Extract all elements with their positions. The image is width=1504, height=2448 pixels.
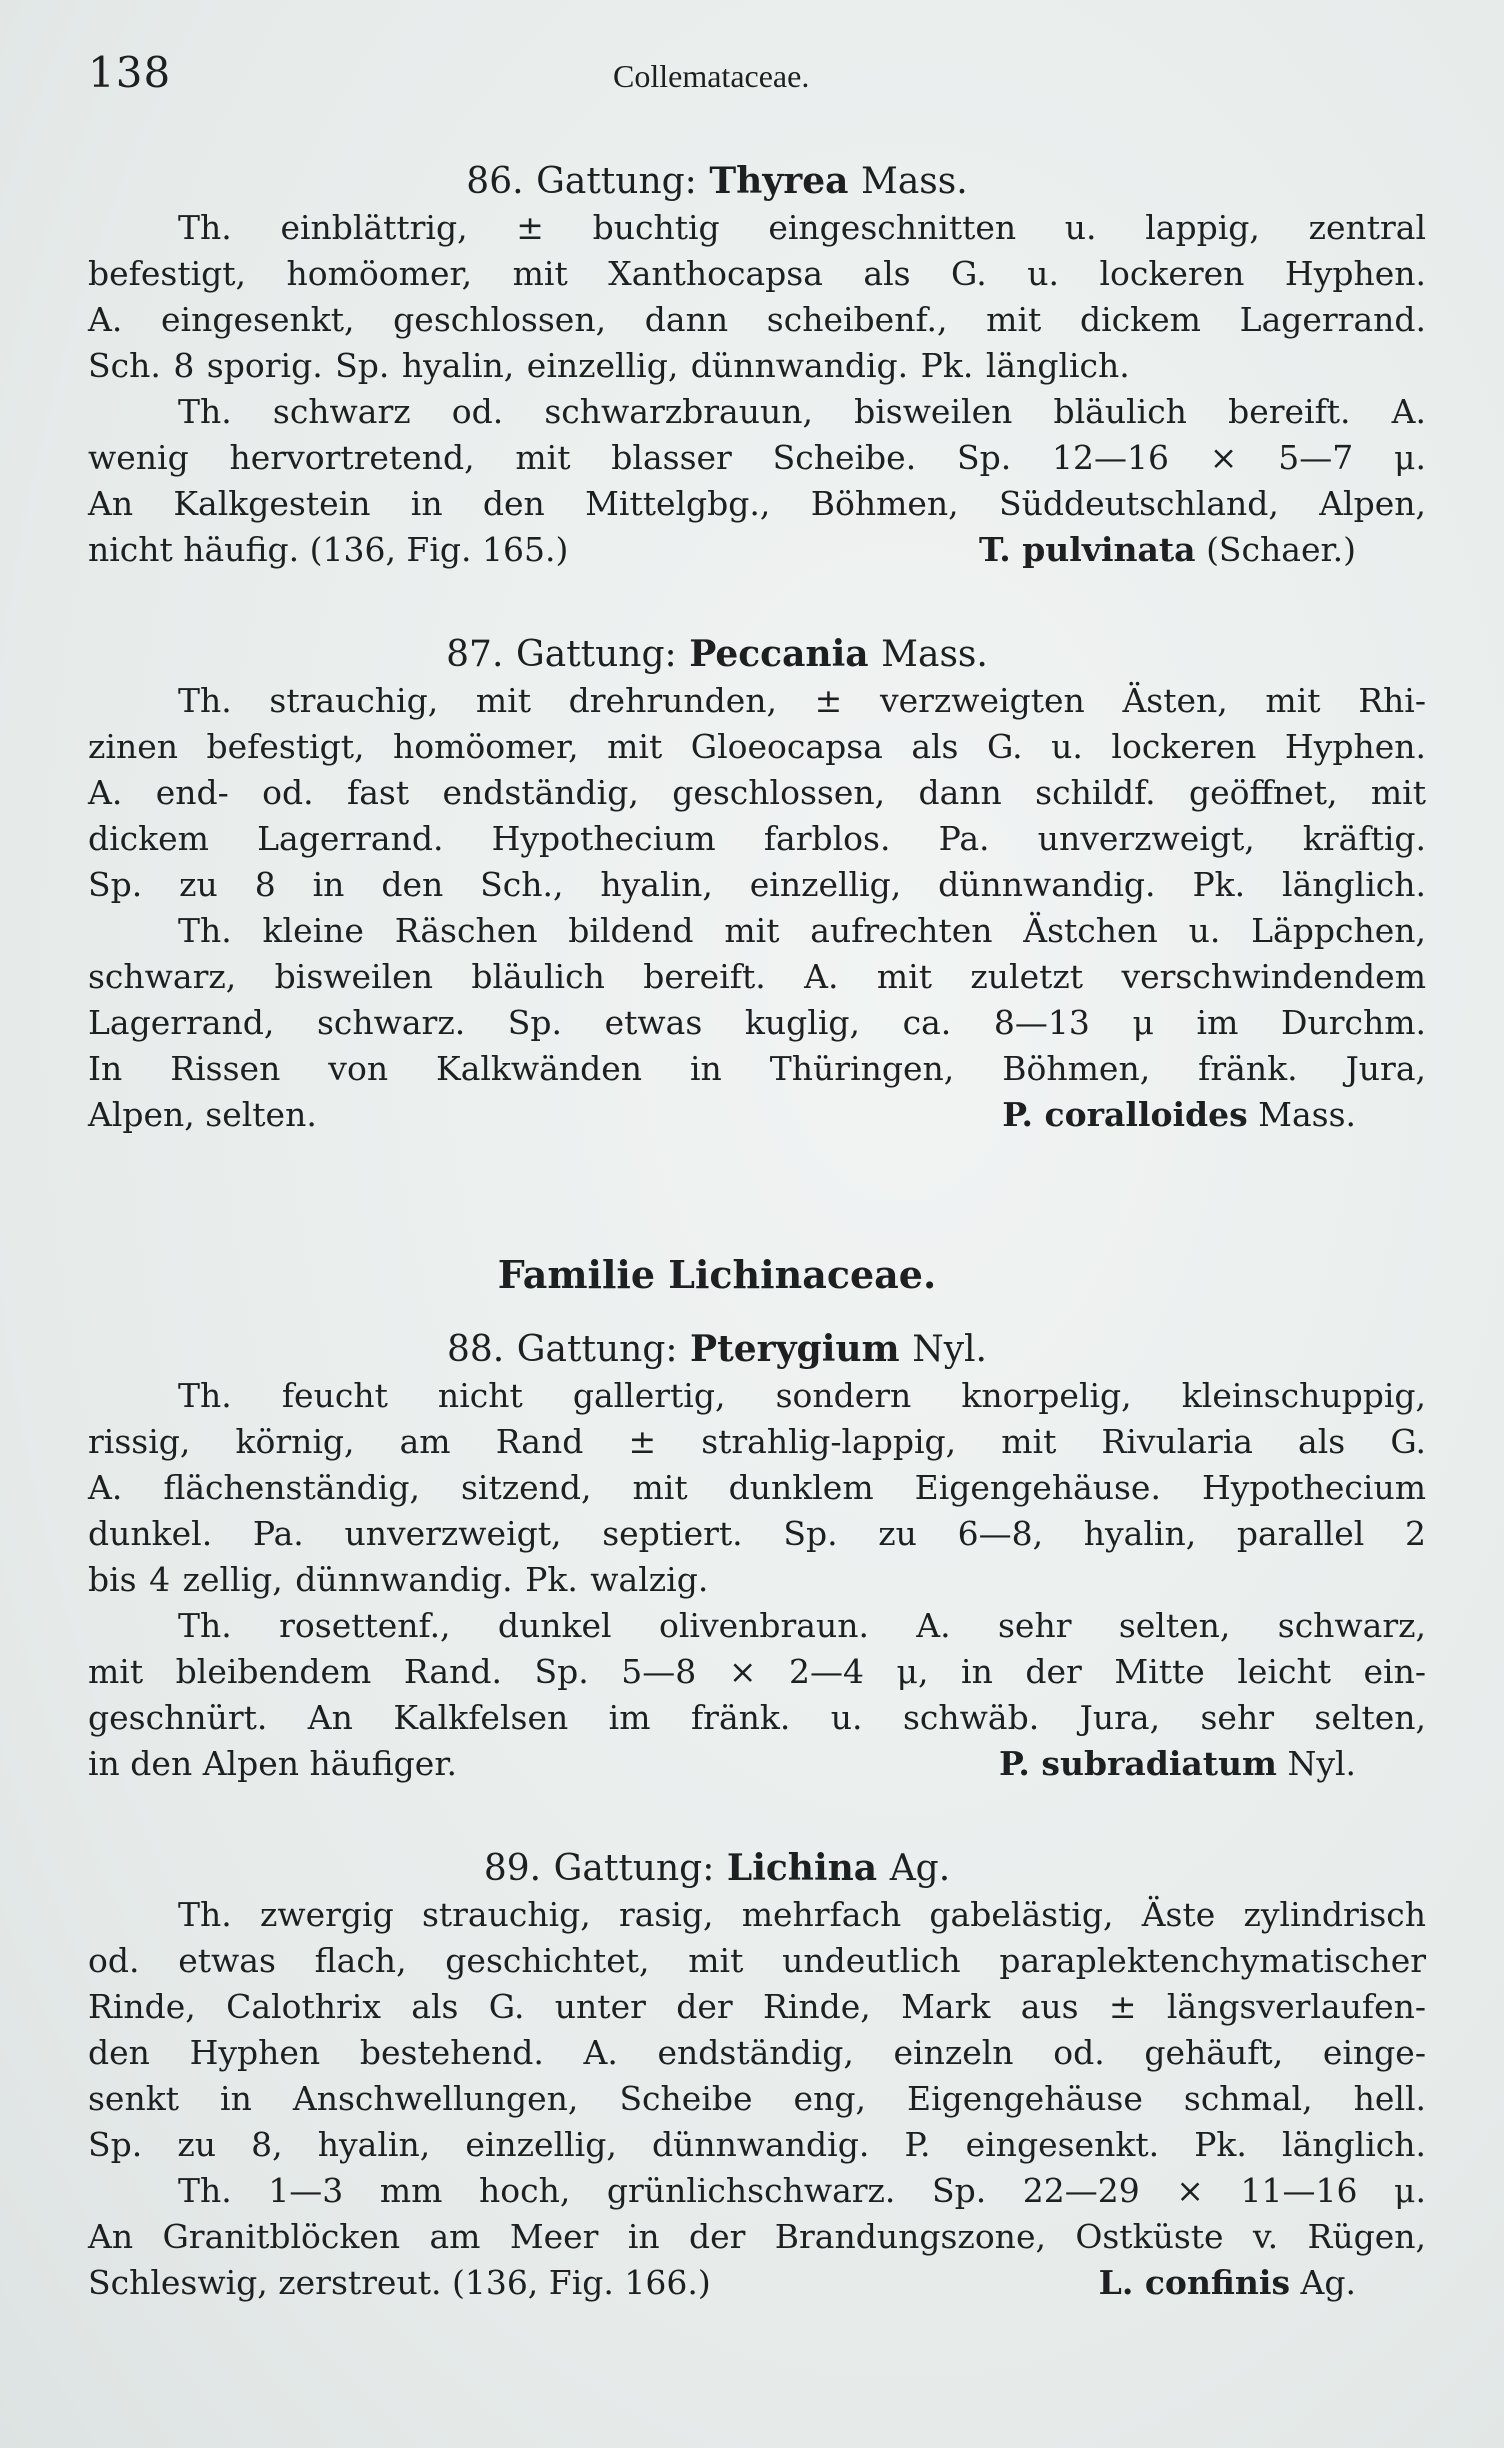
genus-number: 87. xyxy=(446,634,504,675)
text-line: Sp. zu 8, hyalin, einzellig, dünnwandig. P. eingesenkt. Pk. länglich. xyxy=(88,2125,1426,2164)
species-author: Mass. xyxy=(1258,1095,1356,1134)
genus-heading xyxy=(88,1326,1426,1373)
genus-number: 89. xyxy=(483,1848,542,1889)
genus-label: Gattung: xyxy=(516,1329,678,1370)
text-line: wenig hervortretend, mit blasser Scheibe. Sp. 12—16 × 5—7 μ. xyxy=(88,438,1426,477)
text-line: A. eingesenkt, geschlossen, dann scheibenf., mit dickem Lagerrand. xyxy=(88,300,1426,339)
running-title: Collemataceae. xyxy=(613,58,810,94)
text-line: mit bleibendem Rand. Sp. 5—8 × 2—4 μ, in der Mitte leicht ein- xyxy=(88,1652,1426,1691)
genus-heading xyxy=(88,631,1426,678)
species-entry xyxy=(1099,2260,1426,2306)
species-line xyxy=(88,1741,1426,1787)
genus-heading xyxy=(88,1845,1426,1892)
species-name: L. confinis xyxy=(1098,2263,1291,2302)
genus-heading xyxy=(88,158,1426,205)
species-locality: in den Alpen häufiger. xyxy=(88,1744,457,1783)
genus-number: 88. xyxy=(446,1329,505,1370)
species-line xyxy=(88,527,1426,573)
genus-author: Ag. xyxy=(889,1848,951,1889)
text-line: Sp. zu 8 in den Sch., hyalin, einzellig, dünnwandig. Pk. länglich. xyxy=(88,865,1426,904)
species-locality: Schleswig, zerstreut. (136, Fig. 166.) xyxy=(88,2263,711,2302)
text-line: bis 4 zellig, dünnwandig. Pk. walzig. xyxy=(88,1560,709,1599)
species-entry xyxy=(999,1741,1426,1787)
genus-label: Gattung: xyxy=(515,634,677,675)
genus-author: Mass. xyxy=(881,634,988,675)
text-line: rissig, körnig, am Rand ± strahlig-lappig, mit Rivularia als G. xyxy=(88,1422,1426,1461)
text-line: dunkel. Pa. unverzweigt, septiert. Sp. zu 6—8, hyalin, parallel 2 xyxy=(88,1514,1426,1553)
genus-number: 86. xyxy=(466,161,524,202)
text-line: Th. rosettenf., dunkel olivenbraun. A. sehr selten, schwarz, xyxy=(178,1606,1426,1645)
text-line: den Hyphen bestehend. A. endständig, einzeln od. gehäuft, einge- xyxy=(88,2033,1426,2072)
page-number: 138 xyxy=(88,48,172,97)
text-line: Th. schwarz od. schwarzbrauun, bisweilen bläulich bereift. A. xyxy=(178,392,1426,431)
family-heading: Familie Lichinaceae. xyxy=(497,1252,937,1297)
text-line: Rinde, Calothrix als G. unter der Rinde, Mark aus ± längsverlaufen- xyxy=(88,1987,1426,2026)
species-line xyxy=(88,1092,1426,1138)
text-line: befestigt, homöomer, mit Xanthocapsa als G. u. lockeren Hyphen. xyxy=(88,254,1426,293)
genus-author: Mass. xyxy=(860,161,968,202)
family-section-lichinaceae xyxy=(88,1250,1426,1787)
species-locality: Alpen, selten. xyxy=(88,1095,317,1134)
species-author: Ag. xyxy=(1300,2263,1356,2302)
genus-name: Pterygium xyxy=(690,1328,900,1370)
text-line: senkt in Anschwellungen, Scheibe eng, Eigengehäuse schmal, hell. xyxy=(88,2079,1426,2118)
genus-author: Nyl. xyxy=(912,1329,987,1370)
species-name: P. coralloides xyxy=(1002,1095,1248,1134)
genus-section-lichina xyxy=(88,1845,1426,2306)
text-line: Th. kleine Räschen bildend mit aufrechten Ästchen u. Läppchen, xyxy=(178,911,1426,950)
text-line: od. etwas flach, geschichtet, mit undeutlich paraplektenchymatischer xyxy=(88,1941,1426,1980)
text-line: A. end- od. fast endständig, geschlossen, dann schildf. geöffnet, mit xyxy=(88,773,1426,812)
text-line: dickem Lagerrand. Hypothecium farblos. Pa. unverzweigt, kräftig. xyxy=(88,819,1426,858)
genus-name: Thyrea xyxy=(709,160,849,202)
genus-name: Lichina xyxy=(726,1847,878,1889)
species-line xyxy=(88,2260,1426,2306)
genus-section-thyrea xyxy=(88,158,1426,573)
text-line: A. flächenständig, sitzend, mit dunklem Eigengehäuse. Hypothecium xyxy=(88,1468,1426,1507)
genus-label: Gattung: xyxy=(553,1848,715,1889)
text-line: Th. 1—3 mm hoch, grünlichschwarz. Sp. 22—29 × 11—16 μ. xyxy=(178,2171,1426,2210)
text-line: zinen befestigt, homöomer, mit Gloeocapsa als G. u. lockeren Hyphen. xyxy=(88,727,1426,766)
text-line: Th. einblättrig, ± buchtig eingeschnitten u. lappig, zentral xyxy=(178,208,1426,247)
text-line: Lagerrand, schwarz. Sp. etwas kuglig, ca. 8—13 μ im Durchm. xyxy=(88,1003,1426,1042)
species-locality: nicht häufig. (136, Fig. 165.) xyxy=(88,530,569,569)
text-line: geschnürt. An Kalkfelsen im fränk. u. schwäb. Jura, sehr selten, xyxy=(88,1698,1426,1737)
text-line: Th. strauchig, mit drehrunden, ± verzweigten Ästen, mit Rhi- xyxy=(178,681,1426,720)
text-line: Th. feucht nicht gallertig, sondern knorpelig, kleinschuppig, xyxy=(178,1376,1426,1415)
running-head xyxy=(88,48,1426,118)
species-entry xyxy=(979,527,1426,573)
genus-label: Gattung: xyxy=(536,161,697,202)
text-line: Sch. 8 sporig. Sp. hyalin, einzellig, dünnwandig. Pk. länglich. xyxy=(88,346,1130,385)
genus-section-peccania xyxy=(88,631,1426,1138)
species-entry xyxy=(1002,1092,1426,1138)
species-author: (Schaer.) xyxy=(1206,530,1356,569)
text-line: schwarz, bisweilen bläulich bereift. A. mit zuletzt verschwindendem xyxy=(88,957,1426,996)
text-line: An Granitblöcken am Meer in der Brandungszone, Ostküste v. Rügen, xyxy=(88,2217,1426,2256)
text-line: In Rissen von Kalkwänden in Thüringen, Böhmen, fränk. Jura, xyxy=(88,1049,1426,1088)
text-line: Th. zwergig strauchig, rasig, mehrfach gabelästig, Äste zylindrisch xyxy=(178,1895,1426,1934)
genus-name: Peccania xyxy=(689,633,869,675)
text-line: An Kalkgestein in den Mittelgbg., Böhmen, Süddeutschland, Alpen, xyxy=(88,484,1426,523)
species-author: Nyl. xyxy=(1287,1744,1356,1783)
species-name: T. pulvinata xyxy=(978,530,1196,569)
species-name: P. subradiatum xyxy=(999,1744,1277,1783)
